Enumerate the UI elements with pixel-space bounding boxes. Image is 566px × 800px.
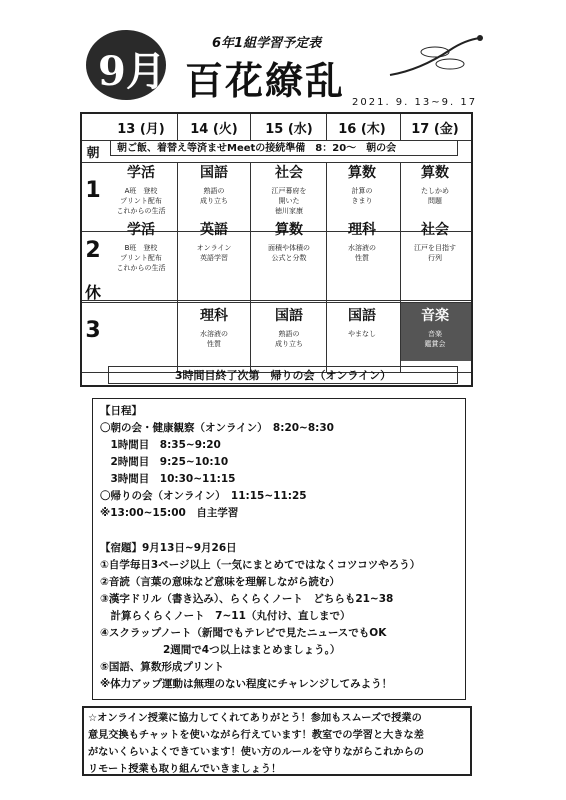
- note: 計算の きまり: [351, 187, 373, 205]
- schedule-line: ※13:00~15:00 自主学習: [100, 507, 239, 519]
- day-tue: 14 (火): [190, 122, 238, 137]
- schedule-line: 1時間目 8:35~9:20: [100, 439, 221, 451]
- subject: 理科: [200, 308, 228, 324]
- morning-note: 朝ご飯、着替え等済ませMeetの接続準備 8：20～ 朝の会: [110, 140, 458, 156]
- p1-wed: [254, 162, 324, 216]
- homework-line: 2週間で4つ以上はまとめましょう。）: [100, 644, 341, 656]
- p1-thu: [327, 162, 397, 206]
- schedule-line: 3時間目 10:30~11:15: [100, 473, 236, 485]
- subject: 国語: [275, 308, 303, 324]
- homework-line: ③漢字ドリル（書き込み）、らくらくノート どちらも21~38: [100, 593, 394, 605]
- p1-tue: [179, 162, 249, 206]
- p2-tue: [179, 219, 249, 263]
- schedule-line: 【日程】: [100, 405, 142, 417]
- homework-line: ①自学毎日3ページ以上（一気にまとめてではなくコツコツやろう）: [100, 559, 421, 571]
- period-break: 休: [84, 283, 101, 302]
- date-range: 2021. 9. 13~9. 17: [352, 97, 478, 108]
- subject: 算数: [421, 165, 449, 181]
- p1-fri: [400, 162, 470, 206]
- subject: 算数: [348, 165, 376, 181]
- homework-heading: 【宿題】9月13日~9月26日: [100, 542, 237, 554]
- page-subtitle: 6年1組学習予定表: [212, 36, 322, 51]
- note: 面積や体積の 公式と分数: [268, 244, 310, 262]
- subject: 英語: [200, 222, 228, 238]
- subject: 社会: [421, 222, 449, 238]
- day-thu: 16 (木): [338, 122, 386, 137]
- note: オンライン 英語学習: [196, 244, 232, 262]
- note: 熟語の 成り立ち: [275, 330, 303, 348]
- subject: 学活: [127, 165, 155, 181]
- note: B班 登校 プリント配布 これからの生活: [116, 244, 166, 272]
- homework-line: 計算らくらくノート 7~11（丸付け、直しまで）: [100, 610, 351, 622]
- end-note: 3時間目終了次第 帰りの会（オンライン）: [108, 366, 458, 384]
- p2-mon: [106, 219, 176, 273]
- homework-line: ※体力アップ運動は無理のない程度にチャレンジしてみよう！: [100, 678, 393, 690]
- subject: 社会: [275, 165, 303, 181]
- homework-line: ⑤国語、算数形成プリント: [100, 661, 224, 673]
- p2-wed: [254, 219, 324, 263]
- note: やまなし: [348, 330, 376, 338]
- homework-line: ②音読（言葉の意味など意味を理解しながら読む）: [100, 576, 340, 588]
- day-wed: 15 (水): [265, 122, 313, 137]
- note: A班 登校 プリント配布 これからの生活: [116, 187, 166, 215]
- page-title: 百花繚乱: [185, 58, 346, 103]
- day-mon: 13 (月): [117, 122, 165, 137]
- subject: 音楽: [421, 308, 449, 324]
- p3-fri: [400, 305, 470, 349]
- dragonfly-icon: [380, 30, 490, 90]
- p3-tue: [179, 305, 249, 349]
- month-badge-text: 9月: [98, 48, 166, 95]
- homework-line: ④スクラップノート（新聞でもテレビで見たニュースでもOK: [100, 627, 387, 639]
- note: 江戸を目指す 行列: [414, 244, 456, 262]
- subject: 理科: [348, 222, 376, 238]
- subject: 国語: [200, 165, 228, 181]
- period-2: 2: [85, 238, 101, 263]
- subject: 算数: [275, 222, 303, 238]
- schedule-line: 2時間目 9:25~10:10: [100, 456, 229, 468]
- note: たしかめ 問題: [421, 187, 449, 205]
- teacher-message: ☆オンライン授業に協力してくれてありがとう！参加もスムーズで授業の 意見交換もチャットを使いながら行えています！教室での学習と大きな差 がないくらいよくできています！使い方のルールを守りながらこれからの リモート授業も取り組んでいきましょう！: [82, 706, 472, 776]
- period-3: 3: [85, 318, 101, 343]
- note: 熟語の 成り立ち: [200, 187, 228, 205]
- period-morning: 朝: [86, 146, 100, 161]
- p2-fri: [400, 219, 470, 263]
- note: 水溶液の 性質: [348, 244, 376, 262]
- note: 音楽 鑑賞会: [424, 330, 446, 348]
- p3-thu: [327, 305, 397, 339]
- p1-mon: [106, 162, 176, 216]
- note: 水溶液の 性質: [200, 330, 228, 348]
- subject: 学活: [127, 222, 155, 238]
- schedule-line: 〇朝の会・健康観察（オンライン） 8:20~8:30: [100, 422, 334, 434]
- period-1: 1: [85, 178, 101, 203]
- schedule-line: 〇帰りの会（オンライン） 11:15~11:25: [100, 490, 307, 502]
- p3-wed: [254, 305, 324, 349]
- note: 江戸幕府を 開いた 徳川家康: [271, 187, 307, 215]
- day-fri: 17 (金): [411, 122, 459, 137]
- p2-thu: [327, 219, 397, 263]
- subject: 国語: [348, 308, 376, 324]
